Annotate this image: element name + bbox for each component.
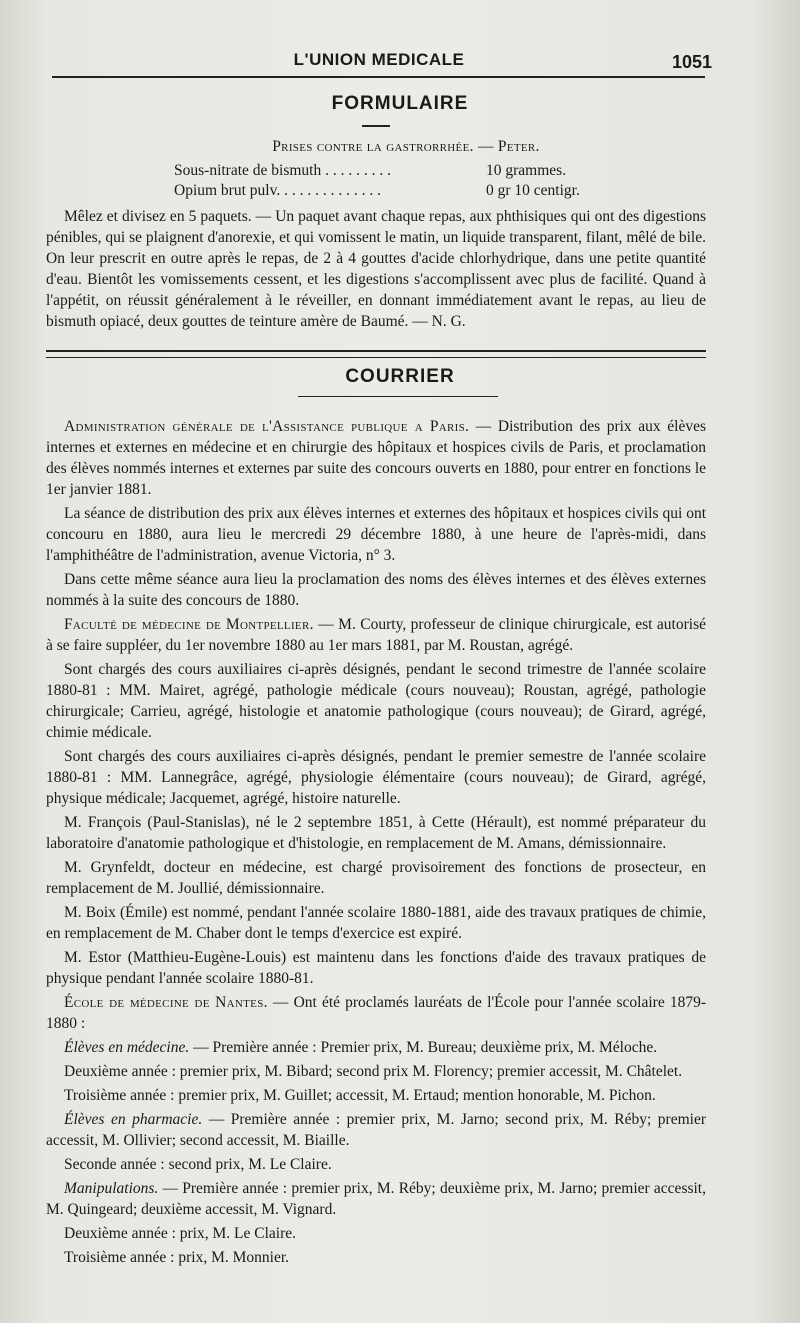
paragraph-text: — Première année : premier prix, M. Réby; deuxième prix, M. Jarno; premier accessit, M. Quingeard; deuxième accessit, M. Vignard. (46, 1180, 706, 1218)
paragraph-lead: École de médecine de Nantes. (64, 994, 268, 1011)
formulaire-body: Mêlez et divisez en 5 paquets. — Un paquet avant chaque repas, aux phthisiques qui ont des digestions pénibles, qui se plaignent d'anorexie, et qui vomissent le matin, un liquide transparent, filant, mêlé de bile. On leur prescrit en outre après le repas, de 2 à 4 gouttes d'acide chlorhydrique, dans une petite quantité d'eau. Bientôt les vomissements cessent, et les digestions s'accomplissent avec plus de facilité. Quand à l'appétit, on réussit généralement à le réveiller, en donnant immédiatement avant le repas, au lieu de bismuth opiacé, deux gouttes de teinture amère de Baumé. — N. G. (46, 208, 706, 330)
paragraph-text: — Distribution des prix aux élèves internes et externes en médecine et en chirurgie des hôpitaux et hospices civils de Paris, et proclamation des élèves nommés internes et externes par suite des concours ouverts en 1880, pour entrer en fonctions le 1er janvier 1881. (46, 418, 706, 498)
paragraph-text: Troisième année : prix, M. Monnier. (64, 1249, 290, 1266)
page-number: 1051 (671, 52, 712, 72)
ingredient-row (174, 180, 706, 200)
courrier-paragraph (46, 1037, 706, 1058)
paragraph-text: Seconde année : second prix, M. Le Claire. (64, 1156, 332, 1173)
courrier-title-rule (298, 396, 498, 397)
courrier-paragraph (46, 503, 706, 566)
ingredient-name: Sous-nitrate de bismuth . . . . . . . . . (174, 162, 391, 179)
paragraph-text: — Première année : premier prix, M. Jarno; second prix, M. Réby; premier accessit, M. Ollivier; second accessit, M. Biaille. (46, 1111, 706, 1149)
running-head (48, 44, 710, 78)
ingredient-quantity: 10 grammes. (486, 162, 567, 179)
paragraph-text: M. Grynfeldt, docteur en médecine, est chargé provisoirement des fonctions de prosecteur, en remplacement de M. Joullié, démissionnaire. (46, 859, 706, 897)
courrier-paragraph (46, 614, 706, 656)
ingredient-name: Opium brut pulv. . . . . . . . . . . . . . (174, 182, 381, 199)
paragraph-text: La séance de distribution des prix aux élèves internes et externes des hôpitaux et hospices civils qui ont concouru en 1880, aura lieu le mercredi 29 décembre 1880, à une heure de l'après-midi, dans l'amphithéâtre de l'administration, avenue Victoria, n° 3. (46, 505, 706, 564)
paragraph-text: M. Boix (Émile) est nommé, pendant l'année scolaire 1880-1881, aide des travaux pratiques de chimie, en remplacement de M. Chaber dont le temps d'exercice est expiré. (46, 904, 706, 942)
ingredient-quantity: 0 gr 10 centigr. (486, 182, 580, 199)
paragraph-lead-italic: Élèves en pharmacie. (64, 1111, 203, 1128)
paragraph-text: M. Estor (Matthieu-Eugène-Louis) est maintenu dans les fonctions d'aide des travaux pratiques de physique pendant l'année scolaire 1880-81. (46, 949, 706, 987)
formulaire-title-rule (362, 125, 390, 127)
section-divider (46, 350, 706, 358)
paragraph-text: Troisième année : premier prix, M. Guillet; accessit, M. Ertaud; mention honorable, M. Pichon. (64, 1087, 656, 1104)
courrier-paragraph (46, 812, 706, 854)
courrier-paragraph (46, 659, 706, 743)
courrier-title: COURRIER (345, 366, 455, 387)
paragraph-text: Sont chargés des cours auxiliaires ci-après désignés, pendant le second trimestre de l'année scolaire 1880-81 : MM. Mairet, agrégé, pathologie médicale (cours nouveau); Roustan, agrégé, pathologie chirurgicale; Carrieu, agrégé, histologie et anatomie pathologique (cours nouveau); de Girard, agrégé, chimie médicale. (46, 661, 706, 741)
paragraph-text: Dans cette même séance aura lieu la proclamation des noms des élèves internes et des élèves externes nommés à la suite des concours de 1880. (46, 571, 706, 609)
paragraph-text: Deuxième année : prix, M. Le Claire. (64, 1225, 296, 1242)
recipe-heading: Prises contre la gastrorrhée. — Peter. (272, 138, 540, 155)
paragraph-lead-italic: Élèves en médecine. (64, 1039, 190, 1056)
paragraph-lead: Faculté de médecine de Montpellier. (64, 616, 314, 633)
courrier-paragraph (46, 1178, 706, 1220)
paragraph-text: — M. Courty, professeur de clinique chirurgicale, est autorisé à se faire suppléer, du 1er novembre 1880 au 1er mars 1881, par M. Roustan, agrégé. (46, 616, 706, 654)
courrier-section (46, 416, 706, 1268)
courrier-paragraph (46, 902, 706, 944)
courrier-paragraph (46, 1061, 706, 1082)
paragraph-lead-italic: Manipulations. (64, 1180, 159, 1197)
courrier-paragraph (46, 1154, 706, 1175)
courrier-paragraph (46, 746, 706, 809)
paragraph-text: M. François (Paul-Stanislas), né le 2 septembre 1851, à Cette (Hérault), est nommé préparateur du laboratoire d'anatomie pathologique et d'histologie, en remplacement de M. Amans, démissionnaire. (46, 814, 706, 852)
paragraph-text: — Ont été proclamés lauréats de l'École pour l'année scolaire 1879-1880 : (46, 994, 706, 1032)
ingredient-row (174, 160, 706, 180)
paragraph-text: — Première année : Premier prix, M. Bureau; deuxième prix, M. Méloche. (189, 1039, 658, 1056)
courrier-paragraph (46, 569, 706, 611)
courrier-paragraph (46, 1223, 706, 1244)
courrier-paragraph (46, 992, 706, 1034)
courrier-paragraph (46, 416, 706, 500)
courrier-paragraph (46, 1085, 706, 1106)
courrier-paragraph (46, 1247, 706, 1268)
formulaire-section (46, 136, 706, 332)
header-rule (52, 76, 705, 78)
ingredient-list (46, 160, 706, 200)
courrier-paragraph (46, 947, 706, 989)
journal-title: L'UNION MEDICALE (293, 50, 465, 69)
courrier-paragraph (46, 1109, 706, 1151)
courrier-paragraph (46, 857, 706, 899)
paragraph-text: Deuxième année : premier prix, M. Bibard; second prix M. Florency; premier accessit, M. Châtelet. (64, 1063, 683, 1080)
paragraph-lead: Administration générale de l'Assistance publique a Paris. (64, 418, 470, 435)
formulaire-title: FORMULAIRE (331, 93, 469, 114)
paragraph-text: Sont chargés des cours auxiliaires ci-après désignés, pendant le premier semestre de l'année scolaire 1880-81 : MM. Lannegrâce, agrégé, physiologie élémentaire (cours nouveau); de Girard, agrégé, physique médicale; Jacquemet, agrégé, histoire naturelle. (46, 748, 706, 807)
